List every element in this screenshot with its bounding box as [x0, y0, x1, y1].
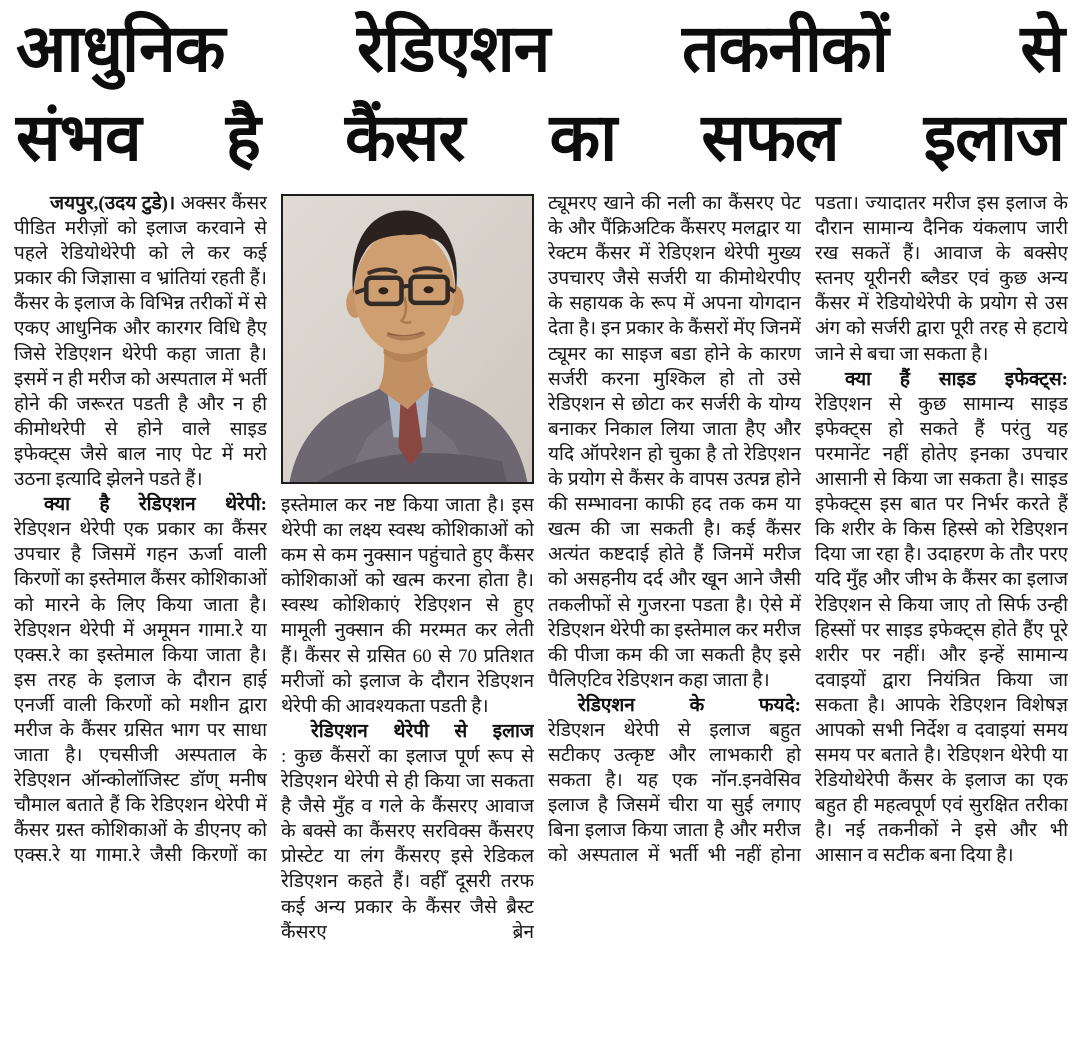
section-heading-treatment-with-radiation: रेडिएशन थेरेपी से इलाज	[311, 720, 534, 742]
paragraph-intro	[14, 191, 267, 492]
section-heading-side-effects: क्या हैं साइड इफेक्ट्स:	[845, 368, 1068, 390]
paragraph-tumor-types: ट्यूमरए खाने की नली का कैंसरए पेट के और पैंक्रिअटिक कैंसरए मलद्वार या रेक्टम कैंसर में रेडिएशन थेरेपी मुख्य उपचारए जैसे सर्जरी या कीमोथेरपीए के सहायक के रूप में अपना योगदान देता है। इन प्रकार के कैंसरों मेंए जिनमें ट्यूमर का साइज बडा होने के कारण सर्जरी करना मुश्किल हो तो उसे रेडिएशन से छोटा कर सर्जरी के योग्य बनाकर निकाल लिया जाता हैए और यदि ऑपरेशन हो चुका है तो रेडिएशन के प्रयोग से कैंसर के वापस उत्पन्न होने की सम्भावना काफी हद तक कम या खत्म की जा सकती है। कई कैंसर अत्यंत कष्टदाई होते हैं जिनमें मरीज को असहनीय दर्द और खून आने जैसी तकलीफों से गुजरना पडता है। ऐसे में रेडिएशन थेरेपी का इस्तेमाल कर मरीज की पीजा कम की जा सकती हैए इसे पैलिएटिव रेडिएशन कहा जाता है।	[548, 193, 801, 691]
headline-line-1: आधुनिक रेडिएशन तकनीकों से	[16, 10, 1064, 87]
article-column-1	[14, 191, 267, 1049]
paragraph-radiation-therapy-definition: रेडिएशन थेरेपी एक प्रकार का कैंसर उपचार है जिसमें गहन ऊर्जा वाली किरणों का इस्तेमाल कैंसर कोशिकाओं को मारने के लिए किया जाता है। रेडिएशन थेरेपी में अमूमन गामा.रे या एक्स.रे का इस्तेमाल किया जाता है। इस तरह के इलाज के दौरान हाई एनर्जी वाली किरणों को मशीन द्वारा मरीज के कैंसर ग्रसित भाग पर साधा जाता है। एचसीजी अस्पताल के रेडिएशन ऑन्कोलॉजिस्ट डॉण् मनीष चौमाल बताते हैं कि रेडिएशन थेरेपी में कैंसर ग्रस्त कोशिकाओं के डीएनए को एक्स.रे या गामा.रे जैसी किरणों का	[14, 519, 267, 867]
article-column-2	[281, 191, 534, 1049]
paragraph-radical-radiation: : कुछ कैंसरों का इलाज पूर्ण रूप से रेडिएशन थेरेपी से ही किया जा सकता है जैसे मुँह व गले के कैंसरए आवाज के बक्से का कैंसरए सरविक्स कैंसरए प्रोस्टेट या लंग कैंसरए इसे रेडिकल रेडिएशन कहते हैं। वहीँ दूसरी तरफ कई अन्य प्रकार के कैंसर जैसे ब्रैस्ट कैंसरए ब्रेन	[281, 745, 534, 943]
section-heading-benefits-of-radiation: रेडिएशन के फयदे:	[578, 694, 801, 716]
article-column-4	[815, 191, 1068, 1049]
article-column-3	[548, 191, 801, 1049]
headline-line-2: संभव है कैंसर का सफल इलाज	[16, 99, 1064, 176]
paragraph-intro-text: अक्सर कैंसर पीडित मरीज़ों को इलाज करवाने से पहले रेडियोथेरेपी को ले कर कई प्रकार की जिज्ञासा व भ्रांतियां रहती हैं। कैंसर के इलाज के विभिन्न तरीकों में से एकए आधुनिक और कारगर विधि हैए जिसे रेडिएशन थेरेपी कहा जाता है। इसमें न ही मरीज को अस्पताल में भर्ती होने की जरूरत पडती है और न ही कीमोथरेपी से होने वाले साइड इफेक्ट्स जैसे बाल नाए पेट में मरो उठना इत्यादि झेलने पडते हैं।	[14, 193, 267, 491]
paragraph-side-effects-detail: रेडिएशन से कुछ सामान्य साइड इफेक्ट्स हो सकते हैं परंतु यह परमानेंट नहीं होतेए इनका उपचार आसानी से किया जा सकता है। साइड इफेक्ट्स इस बात पर निर्भर करते हैं कि शरीर के किस हिस्से को रेडिएशन दिया जा रहा है। उदाहरण के तौर परए यदि मुँह और जीभ के कैंसर का इलाज रेडिएशन से किया जाए तो सिर्फ उन्ही हिस्सों पर साइड इफेक्ट्स होते हैंए पूरे शरीर पर नहीं। और इन्हें सामान्य दवाइयों द्वारा नियंत्रित किया जा सकता है। आपके रेडिएशन विशेषज्ञ आपको सभी निर्देश व दवाइयां समय समय पर बताते है। रेडिएशन थेरेपी या रेडियोथेरेपी कैंसर के इलाज का एक बहुत ही महत्वपूर्ण एवं सुरक्षित तरीका है। नई तकनीकों ने इसे और भी आसान व सटीक बना दिया है।	[815, 393, 1068, 867]
paragraph-daily-routine: पडता। ज्यादातर मरीज इस इलाज के दौरान सामान्य दैनिक यंकलाप जारी रख सकतें हैं। आवाज के बक्सेए स्तनए यूरीनरी ब्लैडर एवं कुछ अन्य कैंसर में रेडियोथेरेपी के प्रयोग से उस अंग को सर्जरी द्वारा पूरी तरह से हटाये जाने से बचा जा सकता है।	[815, 193, 1068, 365]
article-headline	[0, 0, 1080, 182]
dateline: जयपुर,(उदय टुडे)।	[50, 193, 176, 214]
doctor-photo	[281, 194, 534, 484]
doctor-portrait-illustration	[283, 196, 532, 482]
paragraph-healthy-cells: इस्तेमाल कर नष्ट किया जाता है। इस थेरेपी का लक्ष्य स्वस्थ कोशिकाओं को कम से कम नुक्सान पहुंचाते हुए कैंसर कोशिकाओं को खत्म करना होता है। स्वस्थ कोशिकाएं रेडिएशन से हुए मामूली नुक्सान की मरम्मत कर लेती हैं। कैंसर से ग्रसित 60 से 70 प्रतिशत मरीजों को इलाज के दौरान रेडिएशन थेरेपी की आवश्यकता पडती है।	[281, 495, 534, 717]
article-body	[0, 182, 1080, 1049]
paragraph-non-invasive: रेडिएशन थेरेपी से इलाज बहुत सटीकए उत्कृष्ट और लाभकारी हो सकता है। यह एक नॉन.इनवेसिव इलाज है जिसमें चीरा या सुई लगाए बिना इलाज किया जाता है और मरीज को अस्पताल में भर्ती भी नहीं होना	[548, 719, 801, 867]
section-heading-what-is-radiation-therapy: क्या है रेडिएशन थेरेपी:	[44, 494, 267, 516]
